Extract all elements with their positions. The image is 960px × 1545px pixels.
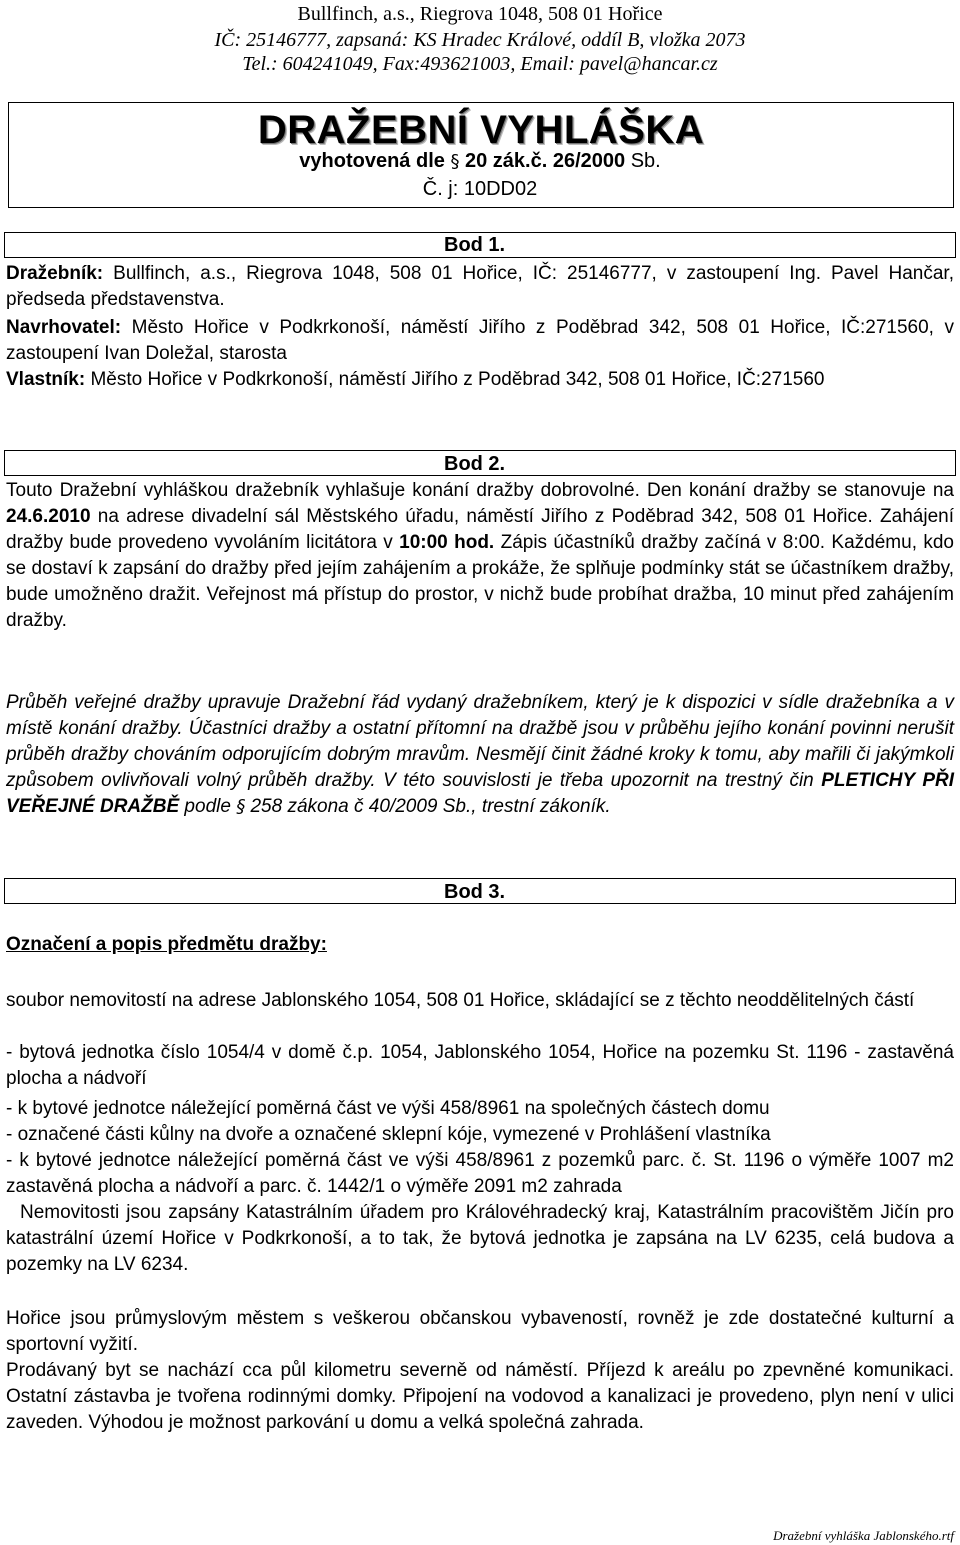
auction-time: 10:00 hod.	[399, 532, 495, 553]
document-subtitle	[0, 148, 960, 175]
vlastnik-text: Město Hořice v Podkrkonoší, náměstí Jiřího z Poděbrad 342, 508 01 Hořice, IČ:271560	[85, 369, 825, 390]
auction-rules-paragraph	[6, 690, 954, 820]
bod1-heading: Bod 1.	[444, 234, 506, 256]
offence-name: PLETICHY PŘI VEŘEJNÉ DRAŽBĚ	[6, 770, 955, 817]
document-title: DRAŽEBNÍ VYHLÁŠKA	[257, 108, 705, 152]
vlastnik-paragraph	[6, 367, 954, 393]
letterhead-registration: IČ: 25146777, zapsaná: KS Hradec Králové, oddíl B, vložka 2073	[214, 29, 746, 51]
navrhovatel-text: Město Hořice v Podkrkonoší, náměstí Jiřího z Poděbrad 342, 508 01 Hořice, IČ:271560, v zastoupení Ivan Doležal, starosta	[6, 317, 954, 364]
paragraph-symbol-icon: §	[236, 796, 246, 817]
rules-law-ref: 258 zákona č 40/2009 Sb., trestní zákoník.	[245, 796, 611, 817]
property-item-2: - k bytové jednotce náležející poměrná část ve výši 458/8961 na společných částech domu	[6, 1098, 770, 1119]
property-item-4: - k bytové jednotce náležející poměrná část ve výši 458/8961 z pozemků parc. č. St. 1196 o výměře 1007 m2 zastavěná plocha a nádvoří a parc. č. 1442/1 o výměře 2091 m2 zahrada	[6, 1150, 954, 1197]
subtitle-sb: Sb.	[625, 150, 661, 172]
auction-date-paragraph	[6, 478, 954, 634]
cadastre-paragraph: Nemovitosti jsou zapsány Katastrálním úřadem pro Královéhradecký kraj, Katastrálním pracovištěm Jičín pro katastrální území Hořice v Podkrkonoší, a to tak, že bytová jednotka je zapsána na LV 6235, celá budova a pozemky na LV 6234.	[6, 1202, 954, 1275]
paragraph-symbol-icon: §	[450, 151, 460, 172]
subject-label: Označení a popis předmětu dražby:	[6, 934, 327, 955]
reference-number: Č. j: 10DD02	[422, 178, 538, 200]
town-paragraph: Hořice jsou průmyslovým městem s veškerou občanskou vybaveností, rovněž je zde dostatečné kulturní a sportovní vyžití.	[6, 1308, 954, 1355]
auction-place-text: na adrese divadelní sál Městského úřadu, náměstí Jiřího z Poděbrad 342, 508 01 Hořice. Zahájení dražby bude provedeno vyvoláním licitátora v	[6, 506, 954, 553]
footer-filename: Dražební vyhláška Jablonského.rtf	[773, 1528, 954, 1543]
subtitle-law: 20 zák.č. 26/2000	[459, 150, 626, 172]
drazebnik-label: Dražebník:	[6, 263, 104, 284]
property-item-1: - bytová jednotka číslo 1054/4 v domě č.p. 1054, Jablonského 1054, Hořice na pozemku St. 1196 - zastavěná plocha a nádvoří	[6, 1042, 954, 1089]
auction-intro-text: Touto Dražební vyhláškou dražebník vyhlašuje konání dražby dobrovolné. Den konání dražby se stanovuje na	[6, 480, 954, 501]
auction-registration-text: Zápis účastníků dražby začíná v 8:00. Každému, kdo se dostaví k zapsání do dražby před jejím zahájením a prokáže, že splňuje podmínky stát se účastníkem dražby, bude umožněno dražit. Veřejnost má přístup do prostor, v nichž bude probíhat dražba, 10 minut před zahájením dražby.	[6, 532, 954, 631]
vlastnik-label: Vlastník:	[6, 369, 86, 390]
navrhovatel-label: Navrhovatel:	[6, 317, 122, 338]
navrhovatel-paragraph	[6, 315, 954, 367]
drazebnik-paragraph	[6, 261, 954, 313]
bod3-heading: Bod 3.	[444, 881, 506, 903]
location-paragraph: Prodávaný byt se nachází cca půl kilometru severně od náměstí. Příjezd k areálu po zpevněné komunikaci. Ostatní zástavba je tvořena rodinnými domky. Připojení na vodovod a kanalizaci je provedeno, plyn není v ulici zaveden. Výhodou je možnost parkování u domu a velká společná zahrada.	[6, 1360, 954, 1433]
property-item-3: - označené části kůlny na dvoře a označené sklepní kóje, vymezené v Prohlášení vlastníka	[6, 1124, 771, 1145]
bod2-heading: Bod 2.	[444, 453, 506, 475]
letterhead-company: Bullfinch, a.s., Riegrova 1048, 508 01 Hořice	[297, 3, 663, 25]
subject-label-paragraph	[6, 932, 954, 958]
auction-date: 24.6.2010	[6, 506, 91, 527]
subtitle-pre: vyhotovená dle	[299, 150, 451, 172]
rules-podle: podle	[179, 796, 237, 817]
letterhead-contact: Tel.: 604241049, Fax:493621003, Email: pavel@hancar.cz	[242, 53, 718, 75]
rules-text: Průběh veřejné dražby upravuje Dražební řád vydaný dražebníkem, který je k dispozici v sídle dražebníka a v místě konání dražby. Účastníci dražby a ostatní přítomní na dražbě jsou v průběhu jejího konání povinni nerušit průběh dražby chováním odporujícím dobrým mravům. Nesmějí činit žádné kroky k tomu, aby mařili či jakýmkoli způsobem ovlivňovali volný průběh dražby. V této souvislosti je třeba upozornit na trestný čin	[6, 692, 954, 791]
property-intro: soubor nemovitostí na adrese Jablonského 1054, 508 01 Hořice, skládající se z těchto neoddělitelných částí	[6, 990, 915, 1011]
drazebnik-text: Bullfinch, a.s., Riegrova 1048, 508 01 Hořice, IČ: 25146777, v zastoupení Ing. Pavel Hančar, předseda představenstva.	[6, 263, 954, 310]
